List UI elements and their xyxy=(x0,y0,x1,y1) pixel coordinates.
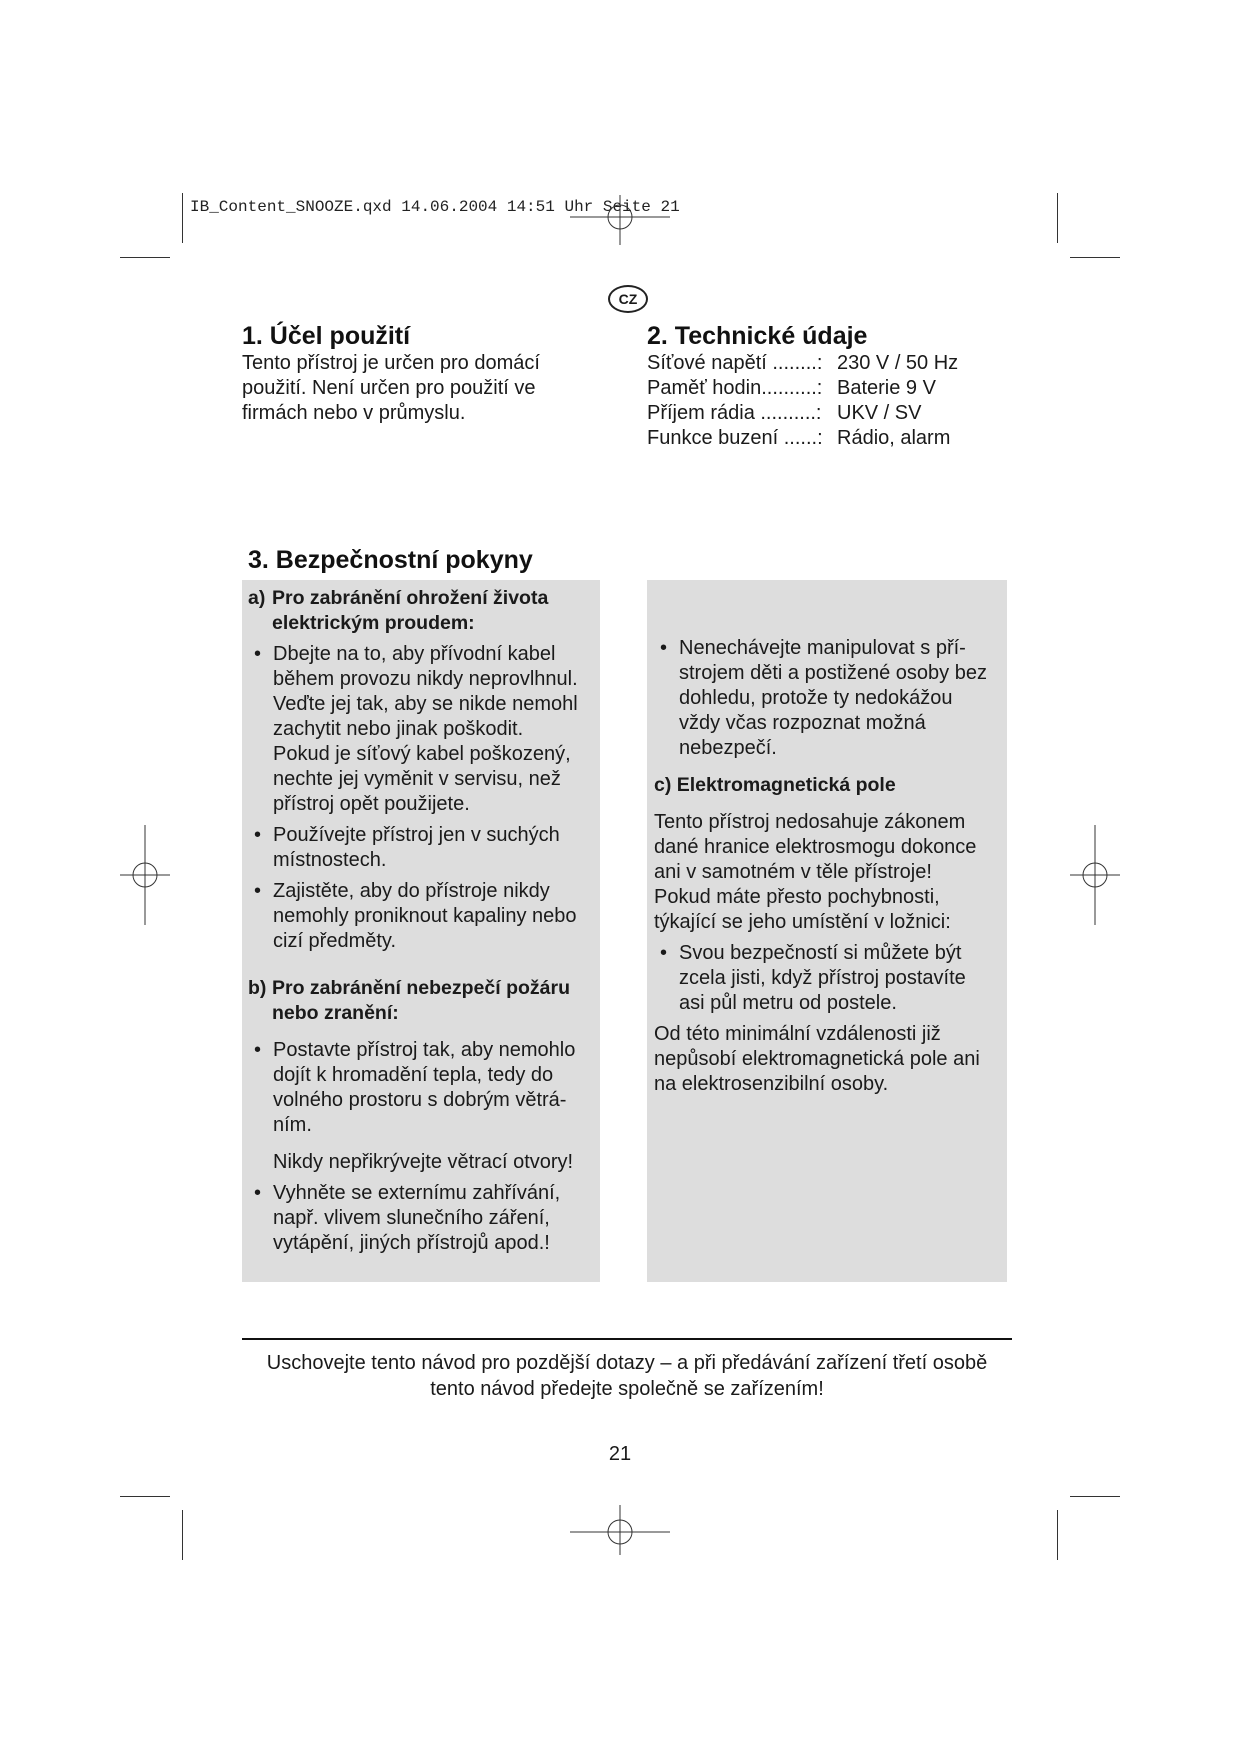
text-line: použití. Není určen pro použití ve xyxy=(242,377,536,399)
text-line: tento návod předejte společně se zařízením! xyxy=(430,1378,824,1400)
crop-mark xyxy=(1057,193,1058,243)
subsection-heading: c) Elektromagnetická pole xyxy=(654,774,896,796)
subsection-heading-text xyxy=(272,976,570,1026)
list-item-text xyxy=(273,879,577,954)
footer-divider xyxy=(242,1338,1012,1340)
text-line: volného prostoru s dobrým větrá- xyxy=(273,1089,567,1111)
crop-mark xyxy=(120,257,170,258)
text-line: zcela jisti, když přístroj postavíte xyxy=(679,967,966,989)
text-line: zachytit nebo jinak poškodit. xyxy=(273,718,524,740)
bullet-icon: • xyxy=(254,824,262,846)
text-line: týkající se jeho umístění v ložnici: xyxy=(654,911,951,933)
text-line: Používejte přístroj jen v suchých xyxy=(273,824,560,846)
bullet-icon: • xyxy=(254,880,262,902)
paragraph xyxy=(654,1022,1007,1097)
registration-mark-icon xyxy=(1070,825,1120,925)
crop-mark xyxy=(1070,257,1120,258)
text-line: Pokud je síťový kabel poškozený, xyxy=(273,743,571,765)
text-line: elektrickým proudem: xyxy=(272,612,475,634)
text-line: Pokud máte přesto pochybnosti, xyxy=(654,886,940,908)
subsection-letter: a) xyxy=(248,587,266,609)
list-item-text xyxy=(679,941,966,1016)
list-item xyxy=(248,879,594,954)
section-title: 1. Účel použití xyxy=(242,322,411,350)
registration-mark-icon xyxy=(570,195,670,245)
text-line: cizí předměty. xyxy=(273,930,396,952)
text-line: během provozu nikdy neprovlhnul. xyxy=(273,668,578,690)
text-line: vždy včas rozpoznat možná xyxy=(679,712,926,734)
text-line: Pro zabránění ohrožení života xyxy=(272,587,549,609)
text-line: Svou bezpečností si můžete být xyxy=(679,942,962,964)
spec-value: 230 V / 50 Hz xyxy=(837,352,959,374)
subsection-heading xyxy=(248,976,594,1026)
list-item xyxy=(248,642,594,817)
text-line: dojít k hromadění tepla, tedy do xyxy=(273,1064,554,1086)
section-title: 2. Technické údaje xyxy=(647,322,868,350)
text-line: Postavte přístroj tak, aby nemohlo xyxy=(273,1039,576,1061)
list-item xyxy=(654,941,1007,1016)
text-line: na elektrosenzibilní osoby. xyxy=(654,1073,889,1095)
spec-value: UKV / SV xyxy=(837,402,922,424)
text-line: dané hranice elektrosmogu dokonce xyxy=(654,836,977,858)
text-line: nechte jej vyměnit v servisu, než xyxy=(273,768,561,790)
text-line: nemohly proniknout kapaliny nebo xyxy=(273,905,577,927)
text-line: místnostech. xyxy=(273,849,387,871)
text-line: nebo zranění: xyxy=(272,1002,399,1024)
text-line: firmách nebo v průmyslu. xyxy=(242,402,466,424)
paragraph xyxy=(654,810,1007,935)
text-line: Uschovejte tento návod pro pozdější dotazy – a při předávání zařízení třetí osobě xyxy=(266,1352,988,1374)
registration-mark-icon xyxy=(120,825,170,925)
list-item-text xyxy=(273,1181,560,1256)
subsection-letter: b) xyxy=(248,977,267,999)
section-technical-data xyxy=(647,322,1027,451)
list-item xyxy=(248,1038,594,1138)
section-text xyxy=(242,351,622,426)
list-item xyxy=(248,823,594,873)
spec-label: Příjem rádia ..........: xyxy=(647,402,822,424)
text-line: Vyhněte se externímu zahřívání, xyxy=(273,1182,561,1204)
text-line: Pro zabránění nebezpečí požáru xyxy=(272,977,570,999)
text-line: Zajistěte, aby do přístroje nikdy xyxy=(273,880,550,902)
list-item-text xyxy=(273,642,578,817)
section-purpose xyxy=(242,322,622,426)
spec-row xyxy=(647,376,1027,401)
crop-mark xyxy=(120,1496,170,1497)
text-line: dohledu, protože ty nedokážou xyxy=(679,687,953,709)
text-line: nebezpečí. xyxy=(679,737,777,759)
text-line: Nenechávejte manipulovat s pří- xyxy=(679,637,966,659)
text-line: strojem děti a postižené osoby bez xyxy=(679,662,987,684)
bullet-icon: • xyxy=(254,643,262,665)
list-item xyxy=(248,1181,594,1256)
text-line: ani v samotném v těle přístroje! xyxy=(654,861,932,883)
bullet-icon: • xyxy=(254,1182,262,1204)
text-line: Tento přístroj je určen pro domácí xyxy=(242,352,540,374)
text-line: Od této minimální vzdálenosti již xyxy=(654,1023,941,1045)
safety-box-right xyxy=(647,580,1007,1282)
registration-mark-icon xyxy=(570,1505,670,1555)
bullet-icon: • xyxy=(254,1039,262,1061)
list-item-text xyxy=(273,823,560,873)
list-item xyxy=(654,636,1007,761)
page-number: 21 xyxy=(608,1443,632,1465)
spec-value: Rádio, alarm xyxy=(837,427,951,449)
text-line: asi půl metru od postele. xyxy=(679,992,897,1014)
safety-box-left xyxy=(242,580,600,1282)
crop-mark xyxy=(1057,1510,1058,1560)
spec-label: Funkce buzení ......: xyxy=(647,427,823,449)
subsection-heading xyxy=(248,586,594,636)
text-line: nepůsobí elektromagnetická pole ani xyxy=(654,1048,980,1070)
spec-row xyxy=(647,401,1027,426)
section-title: 3. Bezpečnostní pokyny xyxy=(248,546,533,574)
spec-value: Baterie 9 V xyxy=(837,377,936,399)
spec-label: Paměť hodin..........: xyxy=(647,377,823,399)
crop-mark xyxy=(182,193,183,243)
text-line: Veďte jej tak, aby se nikde nemohl xyxy=(273,693,578,715)
text-line: Tento přístroj nedosahuje zákonem xyxy=(654,811,966,833)
text-line: ním. xyxy=(273,1114,312,1136)
language-badge: CZ xyxy=(608,285,648,313)
spec-row xyxy=(647,351,1027,376)
text-line: přístroj opět použijete. xyxy=(273,793,470,815)
print-slug: IB_Content_SNOOZE.qxd 14.06.2004 14:51 Uhr Seite 21 xyxy=(190,198,680,216)
warning-note: Nikdy nepřikrývejte větrací otvory! xyxy=(273,1151,574,1173)
bullet-icon: • xyxy=(660,942,668,964)
spec-row xyxy=(647,426,1027,451)
footer-note xyxy=(242,1350,1012,1402)
bullet-icon: • xyxy=(660,637,668,659)
spec-label: Síťové napětí ........: xyxy=(647,352,823,374)
text-line: Dbejte na to, aby přívodní kabel xyxy=(273,643,556,665)
text-line: např. vlivem slunečního záření, xyxy=(273,1207,550,1229)
list-item-text xyxy=(679,636,987,761)
text-line: vytápění, jiných přístrojů apod.! xyxy=(273,1232,550,1254)
subsection-heading-text xyxy=(272,586,548,636)
crop-mark xyxy=(182,1510,183,1560)
crop-mark xyxy=(1070,1496,1120,1497)
list-item-text xyxy=(273,1038,575,1138)
